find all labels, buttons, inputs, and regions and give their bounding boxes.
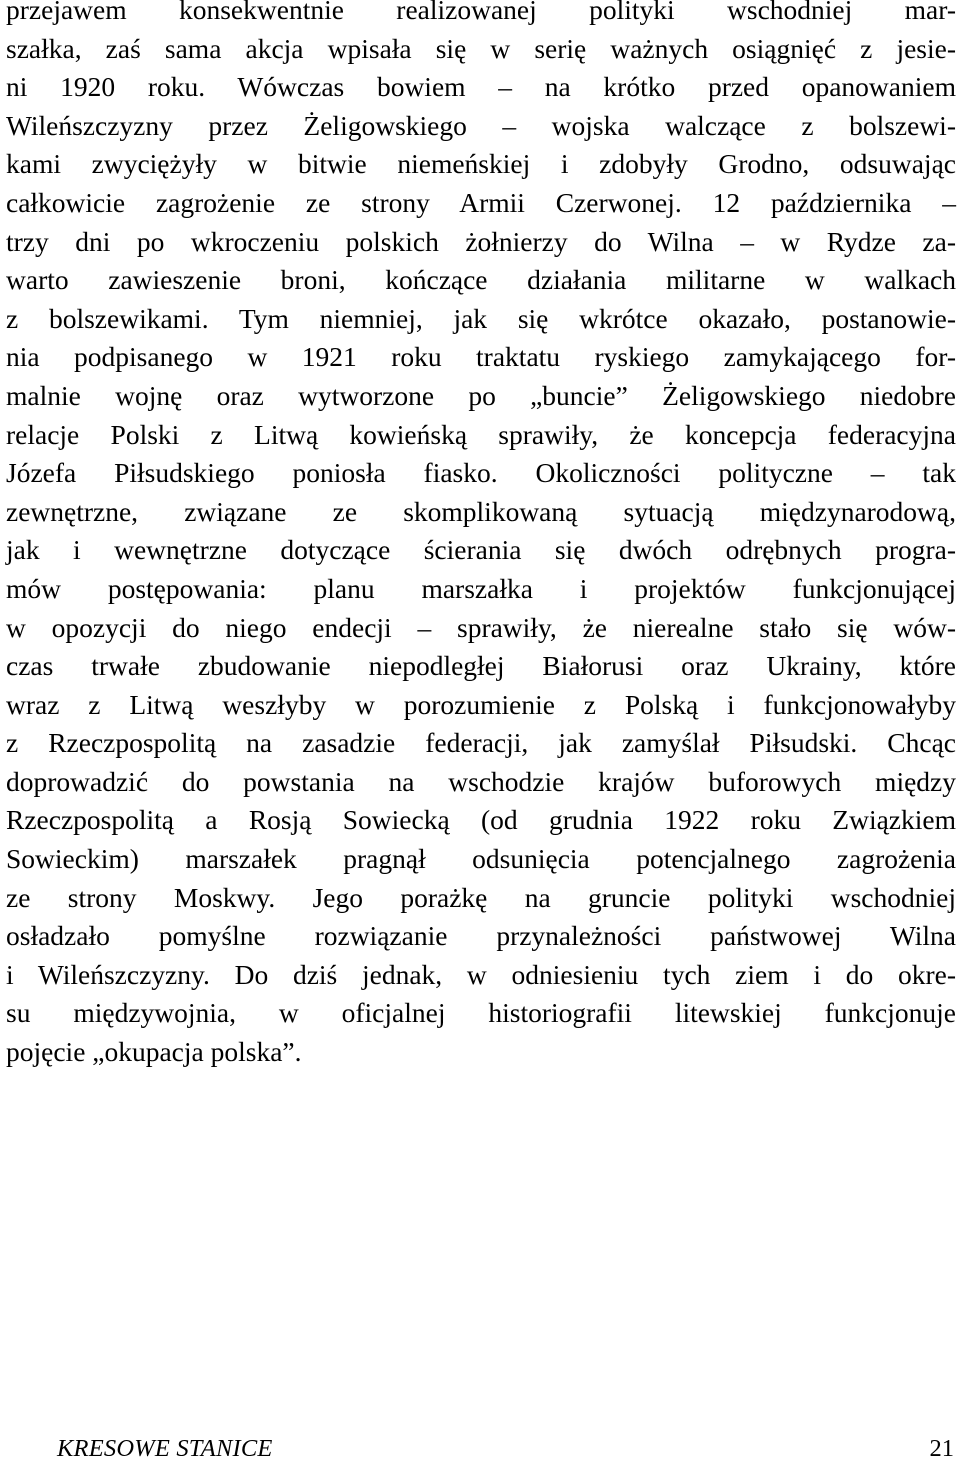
text-line: z bolszewikami. Tym niemniej, jak się wkrótce okazało, postanowie- xyxy=(6,302,956,334)
text-line: malnie wojnę oraz wytworzone po „buncie” Żeligowskiego niedobre xyxy=(6,379,956,411)
text-line: w opozycji do niego endecji – sprawiły, że nierealne stało się wów- xyxy=(6,611,956,643)
text-line: jak i wewnętrzne dotyczące ścierania się dwóch odrębnych progra- xyxy=(6,534,956,566)
text-line: przejawem konsekwentnie realizowanej polityki wschodniej mar- xyxy=(6,0,956,25)
page-body-text xyxy=(6,0,956,1072)
page-number: 21 xyxy=(929,1435,954,1462)
text-line-last: pojęcie „okupacja polska”. xyxy=(6,1036,302,1068)
text-line: warto zawieszenie broni, kończące działania militarne w walkach xyxy=(6,264,956,296)
text-line: zewnętrzne, związane ze skomplikowaną sytuacją międzynarodową, xyxy=(6,495,956,527)
text-line: czas trwałe zbudowanie niepodległej Białorusi oraz Ukrainy, które xyxy=(6,650,956,682)
text-line: Rzeczpospolitą a Rosją Sowiecką (od grudnia 1922 roku Związkiem xyxy=(6,804,956,836)
text-line: całkowicie zagrożenie ze strony Armii Czerwonej. 12 października – xyxy=(6,186,956,218)
text-line: su międzywojnia, w oficjalnej historiografii litewskiej funkcjonuje xyxy=(6,997,956,1029)
text-line: Józefa Piłsudskiego poniosła fiasko. Okoliczności polityczne – tak xyxy=(6,457,956,489)
text-line: z Rzeczpospolitą na zasadzie federacji, jak zamyślał Piłsudski. Chcąc xyxy=(6,727,956,759)
text-line: Wileńszczyzny przez Żeligowskiego – wojska walczące z bolszewi- xyxy=(6,109,956,141)
text-line: ze strony Moskwy. Jego porażkę na gruncie polityki wschodniej xyxy=(6,881,956,913)
text-line: i Wileńszczyzny. Do dziś jednak, w odniesieniu tych ziem i do okre- xyxy=(6,958,956,990)
text-line: mów postępowania: planu marszałka i projektów funkcjonującej xyxy=(6,572,956,604)
text-line: trzy dni po wkroczeniu polskich żołnierzy do Wilna – w Rydze za- xyxy=(6,225,956,257)
text-line: wraz z Litwą weszłyby w porozumienie z Polską i funkcjonowałyby xyxy=(6,688,956,720)
text-line: doprowadzić do powstania na wschodzie krajów buforowych między xyxy=(6,765,956,797)
text-line: ni 1920 roku. Wówczas bowiem – na krótko przed opanowaniem xyxy=(6,71,956,103)
running-footer-title: KRESOWE STANICE xyxy=(57,1435,273,1462)
text-line: kami zwyciężyły w bitwie niemeńskiej i zdobyły Grodno, odsuwając xyxy=(6,148,956,180)
text-line: szałka, zaś sama akcja wpisała się w serię ważnych osiągnięć z jesie- xyxy=(6,32,956,64)
text-line: relacje Polski z Litwą kowieńską sprawiły, że koncepcja federacyjna xyxy=(6,418,956,450)
text-line: osładzało pomyślne rozwiązanie przynależności państwowej Wilna xyxy=(6,920,956,952)
text-line: nia podpisanego w 1921 roku traktatu ryskiego zamykającego for- xyxy=(6,341,956,373)
text-line: Sowieckim) marszałek pragnął odsunięcia potencjalnego zagrożenia xyxy=(6,843,956,875)
page-footer xyxy=(57,1432,954,1466)
